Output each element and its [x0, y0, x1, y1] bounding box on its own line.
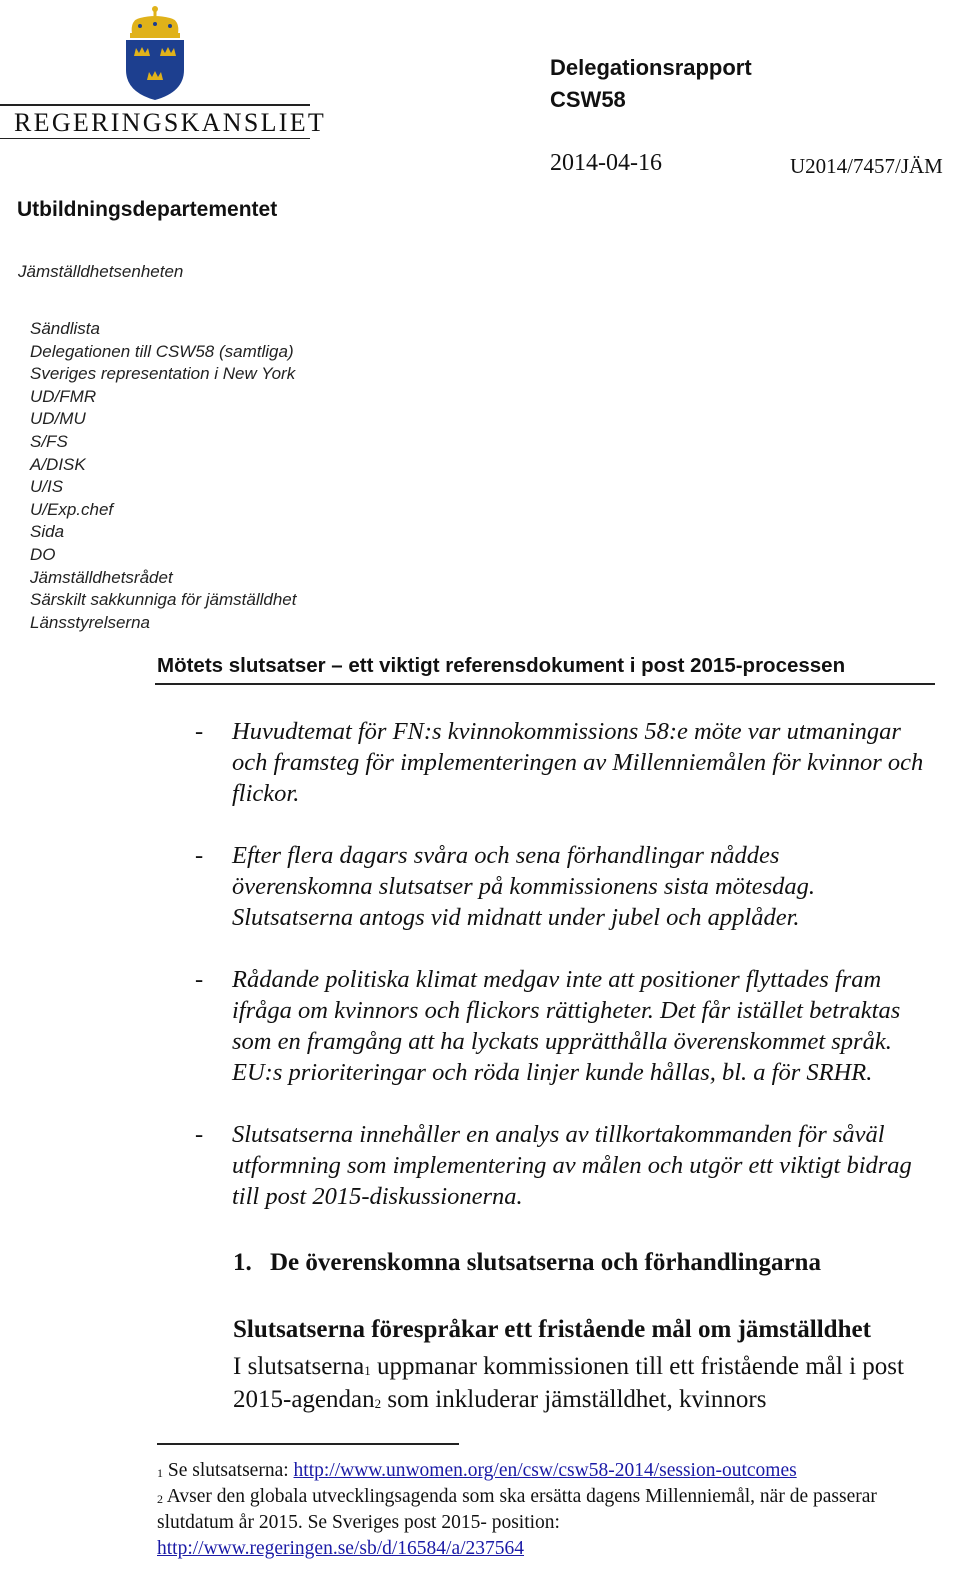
distribution-item: S/FS [30, 431, 68, 451]
section-title: De överenskomna slutsatserna och förhandlingarna [270, 1249, 821, 1276]
footnotes [157, 1458, 937, 1562]
footnote-ref[interactable]: 1 [364, 1363, 371, 1378]
footnote [157, 1484, 937, 1562]
footnote [157, 1458, 937, 1484]
heading-rule [155, 683, 935, 685]
bullet-text: Efter flera dagars svåra och sena förhandlingar nåddes överenskomna slutsatser på kommissionens sista mötesdag. Slutsatserna antogs vid midnatt under jubel och applåder. [232, 842, 815, 931]
distribution-item: UD/MU [30, 409, 86, 429]
logo-bottom-rule [0, 138, 310, 139]
logo-top-rule [0, 104, 310, 106]
section-heading [233, 1249, 821, 1277]
body-paragraph [233, 1350, 923, 1416]
bullet-text: Slutsatserna innehåller en analys av tillkortakommanden för såväl utformning som implementering av målen och utgör ett viktigt bidrag till post 2015-diskussionerna. [232, 1121, 912, 1210]
distribution-item: Länsstyrelserna [30, 612, 151, 632]
footnote-separator [157, 1443, 459, 1445]
bullet-text: Huvudtemat för FN:s kvinnokommissions 58:e möte var utmaningar och framsteg för implementeringen av Millenniemålen för kvinnor och flickor. [232, 718, 924, 807]
distribution-item: A/DISK [30, 454, 86, 474]
distribution-list [30, 318, 296, 634]
paragraph-text: I slutsatserna [233, 1353, 365, 1380]
footnote-mark: 1 [157, 1466, 163, 1480]
bullet-dash: - [195, 966, 204, 993]
bullet-dash: - [195, 718, 204, 745]
bullet-dash: - [195, 842, 204, 869]
distribution-item: DO [30, 544, 56, 564]
footnote-link[interactable]: http://www.regeringen.se/sb/d/16584/a/237564 [157, 1538, 525, 1559]
distribution-item: Sida [30, 522, 65, 542]
government-emblem-icon [118, 4, 192, 104]
summary-bullets [195, 716, 925, 1243]
logo-wordmark: REGERINGSKANSLIET [14, 108, 327, 137]
paragraph-text: uppmanar kommissionen till ett fristående mål i post 2015-agendan [233, 1353, 904, 1413]
document-title [550, 52, 752, 116]
department-name: Utbildningsdepartementet [17, 198, 278, 221]
footnote-text: Avser den globala utvecklingsagenda som ska ersätta dagens Millenniemål, när de passerar slutdatum år 2015. Se Sveriges post 2015- position: [157, 1486, 877, 1533]
summary-bullet [195, 964, 925, 1088]
summary-bullet [195, 840, 925, 933]
bullet-dash: - [195, 1121, 204, 1148]
footnote-text: Se slutsatserna: [163, 1460, 294, 1481]
distribution-item: U/IS [30, 477, 64, 497]
main-heading: Mötets slutsatser – ett viktigt referensdokument i post 2015-processen [157, 654, 846, 677]
bullet-text: Rådande politiska klimat medgav inte att positioner flyttades fram ifråga om kvinnors och flickors rättigheter. Det får istället betraktas som en framgång att ha lyckats upprätthålla överenskommet språk. EU:s prioriteringar och röda linjer kunde hållas, bl. a för SRHR. [232, 966, 901, 1086]
footnote-mark: 2 [157, 1492, 163, 1506]
subheading: Slutsatserna förespråkar ett fristående mål om jämställdhet [233, 1316, 871, 1343]
section-number: 1. [233, 1249, 252, 1276]
paragraph-text: som inkluderar jämställdhet, kvinnors [381, 1386, 767, 1413]
document-type: Delegationsrapport [550, 55, 752, 80]
distribution-item: Delegationen till CSW58 (samtliga) [30, 341, 294, 361]
distribution-item: Sändlista [30, 319, 100, 338]
distribution-item: UD/FMR [30, 386, 97, 406]
distribution-item: U/Exp.chef [30, 499, 114, 519]
footnote-ref[interactable]: 2 [374, 1396, 382, 1411]
document-subject: CSW58 [550, 87, 626, 112]
distribution-item: Sveriges representation i New York [30, 364, 296, 384]
footnote-link[interactable]: http://www.unwomen.org/en/csw/csw58-2014/session-outcomes [293, 1460, 797, 1481]
summary-bullet [195, 716, 925, 809]
document-date: 2014-04-16 [550, 150, 662, 176]
document-reference: U2014/7457/JÄM [790, 154, 943, 178]
unit-name: Jämställdhetsenheten [18, 262, 184, 281]
summary-bullet [195, 1119, 925, 1212]
distribution-item: Jämställdhetsrådet [30, 567, 173, 587]
distribution-item: Särskilt sakkunniga för jämställdhet [30, 590, 297, 610]
